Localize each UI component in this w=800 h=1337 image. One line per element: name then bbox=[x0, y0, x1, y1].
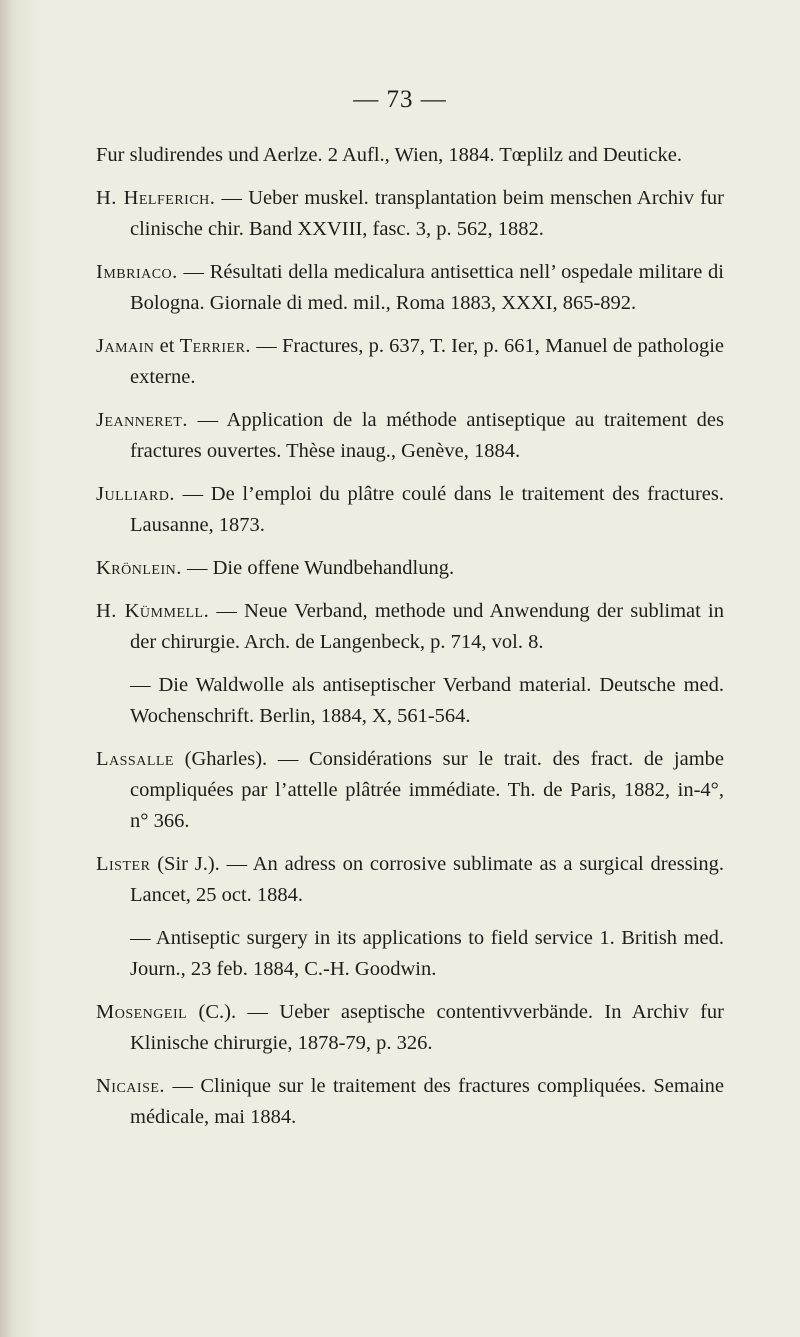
reference-entry: Lister (Sir J.). — An adress on corrosive sublimate as a surgical dressing. Lancet, 25 oct. 1884. bbox=[96, 853, 724, 906]
reference-entry: Jeanneret. — Application de la méthode antiseptique au traitement des fractures ouvertes. Thèse inaug., Genève, 1884. bbox=[96, 409, 724, 462]
reference-entry-continuation: — Die Waldwolle als antiseptischer Verband material. Deutsche med. Wochenschrift. Berlin, 1884, X, 561-564. bbox=[130, 674, 724, 727]
reference-entry: Mosengeil (C.). — Ueber aseptische contentivverbände. In Archiv fur Klinische chirurgie, 1878-79, p. 326. bbox=[96, 1001, 724, 1054]
reference-entry: Imbriaco. — Résultati della medicalura antisettica nell’ ospedale militare di Bologna. Giornale di med. mil., Roma 1883, XXXI, 865-892. bbox=[96, 261, 724, 314]
author-name: Imbriaco. bbox=[96, 261, 178, 283]
author-name: H. Kümmell. bbox=[96, 600, 210, 622]
reference-entry: Julliard. — De l’emploi du plâtre coulé dans le traitement des fractures. Lausanne, 1873. bbox=[96, 483, 724, 536]
author-name: Mosengeil bbox=[96, 1001, 188, 1023]
reference-entry: H. Kümmell. — Neue Verband, methode und Anwendung der sublimat in der chirurgie. Arch. de Langenbeck, p. 714, vol. 8. bbox=[96, 600, 724, 653]
author-name: Terrier. bbox=[179, 335, 252, 357]
author-name: Jamain bbox=[96, 335, 155, 357]
reference-entry: H. Helferich. — Ueber muskel. transplantation beim menschen Archiv fur clinische chir. Band XXVIII, fasc. 3, p. 562, 1882. bbox=[96, 187, 724, 240]
reference-entry: Lassalle (Gharles). — Considérations sur le trait. des fract. de jambe compliquées par l’attelle plâtrée immédiate. Th. de Paris, 1882, in-4°, n° 366. bbox=[96, 748, 724, 832]
reference-list bbox=[96, 140, 724, 1145]
reference-entry: Fur sludirendes und Aerlze. 2 Aufl., Wien, 1884. Tœplilz and Deuticke. bbox=[96, 144, 682, 166]
author-name: Julliard. bbox=[96, 483, 176, 505]
author-name: Jeanneret. bbox=[96, 409, 188, 431]
author-name: Lassalle bbox=[96, 748, 174, 770]
reference-entry: Krönlein. — Die offene Wundbehandlung. bbox=[96, 557, 455, 579]
author-name: H. Helferich. bbox=[96, 187, 216, 209]
reference-entry: Jamain et Terrier. — Fractures, p. 637, T. Ier, p. 661, Manuel de pathologie externe. bbox=[96, 335, 724, 388]
page-number: — 73 — bbox=[353, 86, 447, 113]
author-name: Lister bbox=[96, 853, 151, 875]
author-name: Nicaise. bbox=[96, 1075, 166, 1097]
reference-entry: Nicaise. — Clinique sur le traitement des fractures compliquées. Semaine médicale, mai 1884. bbox=[96, 1075, 724, 1128]
author-name: Krönlein. bbox=[96, 557, 182, 579]
reference-entry-continuation: — Antiseptic surgery in its applications to field service 1. British med. Journ., 23 feb. 1884, C.-H. Goodwin. bbox=[130, 927, 724, 980]
